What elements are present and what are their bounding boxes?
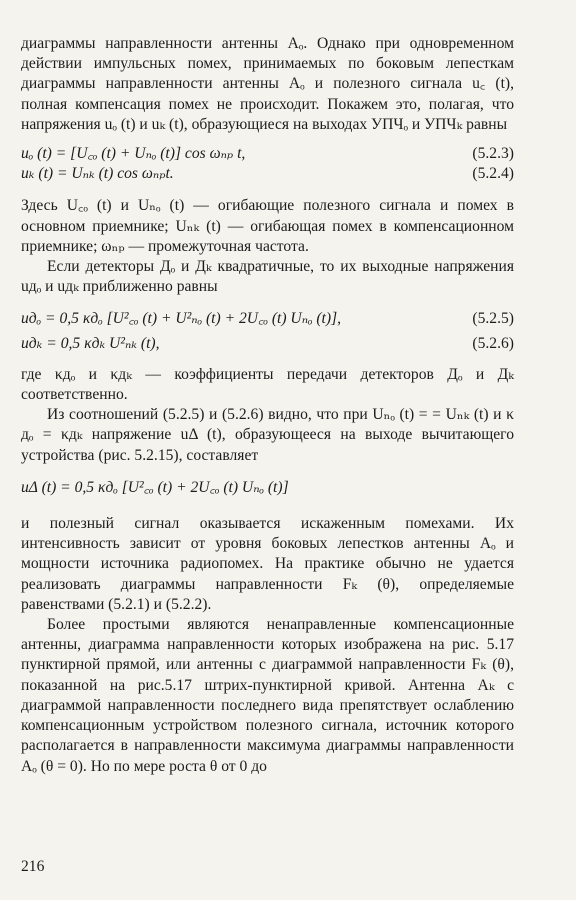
equation-number: (5.2.6) (472, 334, 514, 352)
equation-text: uₖ (t) = Uₙₖ (t) cos ωₙₚt. (21, 165, 174, 183)
formula-block-3 (21, 478, 514, 498)
equation-5-2-3 (21, 144, 514, 164)
paragraph-simpler-antennas: Более простыми являются ненаправленные компенсационные антенны, диаграмма направленности которых изображена на рис. 5.17 пунктирной прямой, или антенны с диаграммой направленности Fₖ (θ), показанной на рис.5.17 штрих-пунктирной кривой. Антенна Aₖ с диаграммой направленности последнего вида препятствует ослаблению компенсационным устройством полезного сигнала, источник которого располагается в направленности максимума диаграммы направленности Aₒ (θ = 0). Но по мере роста θ от 0 до (21, 616, 514, 775)
equation-5-2-4 (21, 164, 514, 184)
equation-text: uдₒ = 0,5 κдₒ [U²꜀ₒ (t) + U²ₙₒ (t) + 2U꜀ₒ (t) Uₙₒ (t)], (21, 310, 342, 328)
equation-text: uдₖ = 0,5 κдₖ U²ₙₖ (t), (21, 334, 160, 352)
page-number: 216 (21, 858, 45, 875)
paragraph-definitions-2: где κдₒ и κдₖ — коэффициенты передачи детекторов Дₒ и Дₖ соответственно. (21, 365, 514, 404)
paragraph-relations: Из соотношений (5.2.5) и (5.2.6) видно, что при Uₙₒ (t) = = Uₙₖ (t) и κ дₒ = κдₖ напряжение uΔ (t), образующееся на выходе вычитающего устройства (рис. 5.2.15), составляет (21, 406, 514, 464)
paragraph-detectors: Если детекторы Дₒ и Дₖ квадратичные, то их выходные напряжения uдₒ и uдₖ приближенно равны (21, 258, 514, 296)
equation-text: uΔ (t) = 0,5 κдₒ [U²꜀ₒ (t) + 2U꜀ₒ (t) Uₙₒ (t)] (21, 478, 289, 496)
paragraph-definitions-1: Здесь U꜀ₒ (t) и Uₙₒ (t) — огибающие полезного сигнала и помех в основном приемнике; Uₙₖ (t) — огибающая помех в компенсационном приемнике; ωₙₚ — промежуточная частота. (21, 197, 514, 255)
equation-5-2-5 (21, 309, 514, 329)
paragraph-distorted: и полезный сигнал оказывается искаженным помехами. Их интенсивность зависит от уровня боковых лепестков антенны Aₒ и мощности источника радиопомех. На практике обычно не удается реализовать диаграммы направленности Fₖ (θ), определяемые равенствами (5.2.1) и (5.2.2). (21, 515, 514, 613)
equation-number: (5.2.3) (472, 145, 514, 163)
equation-number: (5.2.4) (472, 165, 514, 183)
formula-block-1 (21, 144, 514, 184)
equation-5-2-6 (21, 334, 514, 354)
equation-u-delta (21, 478, 514, 498)
equation-text: uₒ (t) = [U꜀ₒ (t) + Uₙₒ (t)] cos ωₙₚ t, (21, 145, 246, 163)
equation-number: (5.2.5) (472, 310, 514, 328)
paragraph-intro: диаграммы направленности антенны Aₒ. Однако при одновременном действии импульсных помех, принимаемых по боковым лепесткам диаграммы направленности антенны Aₒ и полезного сигнала u꜀ (t), полная компенсация помех не происходит. Покажем это, полагая, что напряжения uₒ (t) и uₖ (t), образующиеся на выходах УПЧₒ и УПЧₖ равны (21, 35, 514, 133)
formula-block-2 (21, 309, 514, 353)
